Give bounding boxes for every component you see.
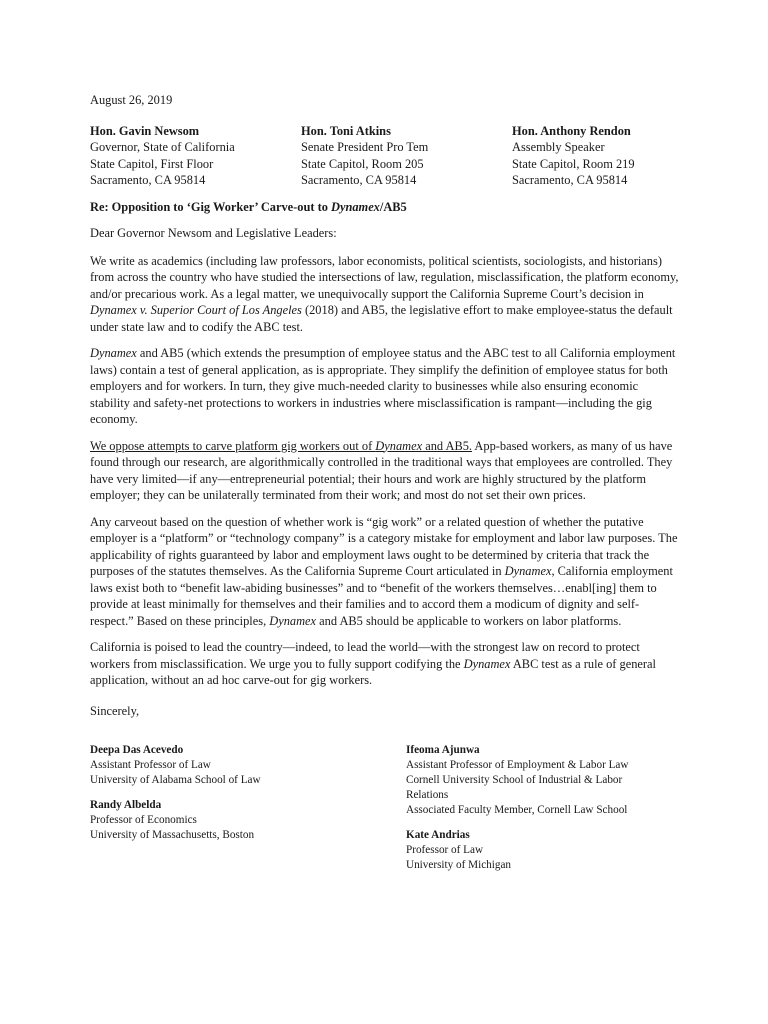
recipient-name: Hon. Gavin Newsom xyxy=(90,123,200,138)
subject-prefix: Re: Opposition to ‘Gig Worker’ Carve-out to xyxy=(90,199,332,214)
recipient-line: State Capitol, First Floor xyxy=(90,156,214,171)
signatory-line: University of Alabama School of Law xyxy=(90,774,261,786)
recipient-line: Senate President Pro Tem xyxy=(301,140,429,154)
signatories xyxy=(90,743,680,903)
signatory-name: Ifeoma Ajunwa xyxy=(406,744,480,756)
letter-date: August 26, 2019 xyxy=(90,93,173,107)
closing: Sincerely, xyxy=(90,703,140,718)
signatory-line: Professor of Law xyxy=(406,844,484,856)
signatory-name: Kate Andrias xyxy=(406,829,470,841)
paragraph-2: Dynamex and AB5 (which extends the presumption of employee status and the ABC test to all California employment laws) contain a test of general application, as is appropriate. They simplify the definition of employee status for both employers and for workers. In turn, they give much-needed clarity to businesses while also ensuring economic stability and safety-net protections to workers in industries where misclassification is rampant—including the gig economy. xyxy=(90,346,676,426)
recipient-line: Governor, State of California xyxy=(90,140,235,154)
signatory xyxy=(406,743,676,818)
signatory-name: Deepa Das Acevedo xyxy=(90,744,184,756)
subject-suffix: /AB5 xyxy=(379,199,407,214)
signatory xyxy=(90,743,360,788)
signatory-line: Associated Faculty Member, Cornell Law School xyxy=(406,804,628,816)
signatory-line: University of Massachusetts, Boston xyxy=(90,829,255,841)
signatory-line: University of Michigan xyxy=(406,859,512,871)
recipient-name: Hon. Toni Atkins xyxy=(301,123,391,138)
paragraph-3: We oppose attempts to carve platform gig workers out of Dynamex and AB5. App-based workers, as many of us have found through our research, are algorithmically controlled in the traditional ways that employees are controlled. They have very limited—if any—entrepreneurial potential; their hours and work are highly structured by the platform employer; they can be unilaterally terminated from their work; and most do not set their own prices. xyxy=(90,438,673,502)
recipient-atkins xyxy=(301,123,428,189)
paragraph-1: We write as academics (including law professors, labor economists, political scientists, sociologists, and historians) from across the country who have studied the intersections of law, regulation, misclassification, the platform economy, and/or precarious work. As a legal matter, we unequivocally support the California Supreme Court’s decision in Dynamex v. Superior Court of Los Angeles (2018) and AB5, the legislative effort to make employee-status the default under state law and to codify the ABC test. xyxy=(90,253,679,334)
recipient-line: Sacramento, CA 95814 xyxy=(301,173,417,187)
recipient-rendon xyxy=(512,123,635,189)
signatory-name: Randy Albelda xyxy=(90,799,162,811)
signatory-line: Professor of Economics xyxy=(90,814,197,826)
signatory-line: Assistant Professor of Employment & Labor Law xyxy=(406,759,629,771)
signatory xyxy=(90,798,360,843)
letter-page xyxy=(90,92,680,903)
subject-italic: Dynamex xyxy=(331,199,380,214)
signatory-line: Assistant Professor of Law xyxy=(90,759,211,771)
signatories-right xyxy=(406,743,676,883)
recipient-name: Hon. Anthony Rendon xyxy=(512,123,631,138)
recipient-line: Assembly Speaker xyxy=(512,140,605,154)
recipient-line: State Capitol, Room 205 xyxy=(301,156,424,171)
signatory-line: Cornell University School of Industrial & Labor xyxy=(406,774,623,786)
salutation: Dear Governor Newsom and Legislative Leaders: xyxy=(90,226,337,240)
signatory-line: Relations xyxy=(406,789,449,801)
recipient-line: State Capitol, Room 219 xyxy=(512,156,635,171)
recipient-line: Sacramento, CA 95814 xyxy=(512,173,628,187)
recipient-line: Sacramento, CA 95814 xyxy=(90,173,206,187)
paragraph-4: Any carveout based on the question of whether work is “gig work” or a related question of whether the putative employer is a “platform” or “technology company” is a category mistake for employment and labor law purposes. The applicability of rights guaranteed by labor and employment laws ought to be determined by criteria that track the purposes of the statutes themselves. As the California Supreme Court articulated in Dynamex, California employment laws exist both to “benefit law-abiding businesses” and to “benefit of the workers themselves…enabl[ing] them to provide at least minimally for themselves and their families and to accord them a modicum of dignity and self-respect.” Based on these principles, Dynamex and AB5 should be applicable to workers on labor platforms. xyxy=(90,514,678,628)
recipients-block xyxy=(90,123,680,189)
subject-line xyxy=(90,199,680,216)
signatory xyxy=(406,828,676,873)
paragraph-5: California is poised to lead the country—indeed, to lead the world—with the strongest law on record to protect workers from misclassification. We urge you to fully support codifying the Dynamex ABC test as a rule of general application, without an ad hoc carve-out for gig workers. xyxy=(90,640,656,687)
recipient-newsom xyxy=(90,123,235,189)
signatories-left xyxy=(90,743,360,853)
